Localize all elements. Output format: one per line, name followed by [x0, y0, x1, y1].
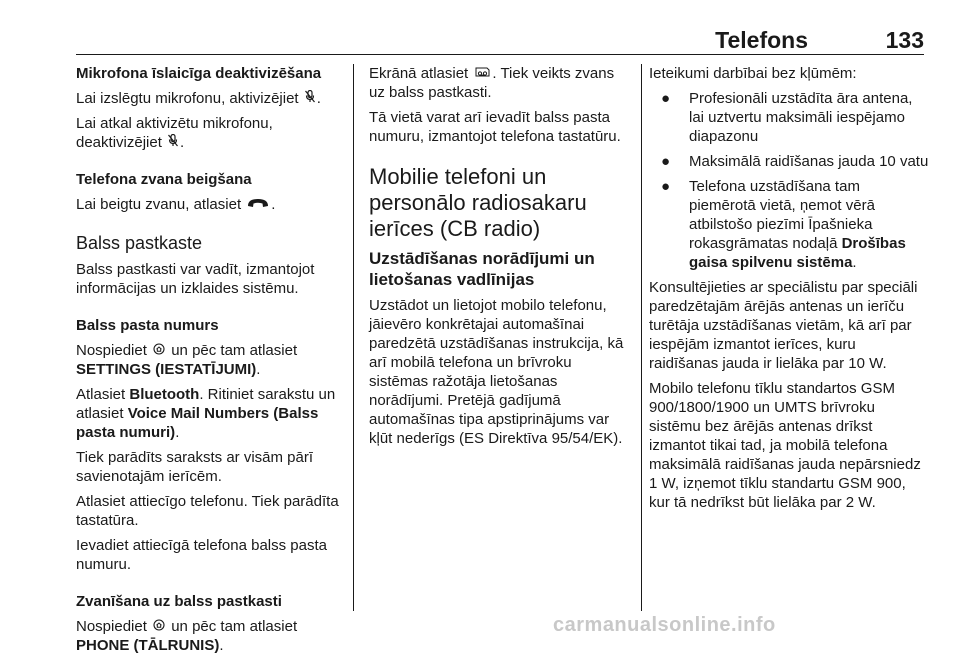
voicemail-number-paragraph-3: Tiek parādīts saraksts ar visām pārī savienotajām ierīcēm.: [76, 449, 314, 485]
column-1: [76, 64, 342, 661]
home-button-icon: [153, 341, 165, 360]
end-call-heading: Telefona zvana beigšana: [76, 171, 252, 188]
gsm-paragraph: Mobilo telefonu tīklu standartos GSM 900/1800/1900 un UMTS brīvroku sistēmu bez ārējās antenas drīkst izmantot tikai tad, ja mobilā telefona maksimālā raidīšanas jauda nepārsniedz 1 W, izņemot tīklu standartu GSM 900, kur tā nedrīkst būt lielāka par 2 W.: [649, 380, 921, 511]
call-voicemail-paragraph: Nospiediet un pēc tam atlasiet PHONE (TĀLRUNIS).: [76, 618, 298, 654]
voicemail-icon: [474, 64, 490, 83]
recommendations-list: [649, 89, 929, 272]
column-2: [369, 64, 633, 454]
installation-paragraph: Uzstādot un lietojot mobilo telefonu, jāievēro konkrētajai automašīnai paredzētā uzstādīšanas instrukcija, kā arī mobilā telefona un brīvroku sistēmas ražotāja lietošanas norādījumi. Pretējā gadījumā automašīnas tipa apstiprinājums var kļūt nederīgs (ES Direktīva 95/54/EK).: [369, 297, 624, 447]
header-divider: [76, 54, 924, 55]
page-header-title: Telefons: [715, 27, 808, 53]
watermark: carmanualsonline.info: [553, 614, 776, 636]
list-item: ● Profesionāli uzstādīta āra antena, lai uztvertu maksimāli iespējamo diapazonu: [661, 90, 913, 145]
phone-hangup-icon: [247, 195, 269, 214]
mic-paragraph-2: Lai atkal aktivizētu mikrofonu, deaktivizējiet .: [76, 115, 273, 151]
microphone-mute-icon: [305, 89, 315, 108]
voicemail-number-heading: Balss pasta numurs: [76, 317, 219, 334]
page-number: 133: [885, 27, 924, 53]
voicemail-number-paragraph-1: Nospiediet un pēc tam atlasiet SETTINGS (IESTATĪJUMI).: [76, 342, 298, 378]
mic-paragraph-1: Lai izslēgtu mikrofonu, aktivizējiet .: [76, 90, 321, 107]
recommendations-intro: Ieteikumi darbībai bez kļūmēm:: [649, 65, 857, 82]
bullet: ●: [661, 178, 671, 195]
voicemail-select-paragraph: Ekrānā atlasiet . Tiek veikts zvans uz balss pastkasti.: [369, 65, 615, 101]
column-divider-1: [353, 64, 354, 611]
bullet: ●: [661, 90, 671, 107]
voicemail-number-paragraph-2: Atlasiet Bluetooth. Ritiniet sarakstu un atlasiet Voice Mail Numbers (Balss pasta numuri).: [76, 386, 336, 441]
installation-heading: Uzstādīšanas norādījumi un lietošanas vadlīnijas: [369, 249, 595, 289]
column-divider-2: [641, 64, 642, 611]
home-button-icon: [153, 617, 165, 636]
voicemail-number-paragraph-5: Ievadiet attiecīgā telefona balss pasta numuru.: [76, 537, 328, 573]
column-3: [649, 64, 929, 518]
voicemail-keypad-paragraph: Tā vietā varat arī ievadīt balss pasta numuru, izmantojot telefona tastatūru.: [369, 109, 621, 145]
list-item: ● Maksimālā raidīšanas jauda 10 vatu: [661, 153, 929, 170]
microphone-mute-icon: [168, 133, 178, 152]
antenna-paragraph: Konsultējieties ar speciālistu par speciāli paredzētajām ārējās antenas un ierīču turētāja uzstādīšanas vietām, kā arī par iespējām izmantot ierīces, kuru raidīšanas jauda ir lielāka par 10 W.: [649, 279, 918, 372]
voicemail-heading: Balss pastkaste: [76, 233, 203, 253]
voicemail-number-paragraph-4: Atlasiet attiecīgo telefonu. Tiek parādīta tastatūra.: [76, 493, 339, 529]
call-voicemail-heading: Zvanīšana uz balss pastkasti: [76, 593, 282, 610]
bullet: ●: [661, 153, 671, 170]
end-call-paragraph: Lai beigtu zvanu, atlasiet .: [76, 196, 276, 213]
voicemail-intro: Balss pastkasti var vadīt, izmantojot informācijas un izklaides sistēmu.: [76, 261, 315, 297]
list-item: ● Telefona uzstādīšana tam piemērotā vietā, ņemot vērā atbilstošo piezīmi Īpašnieka rokasgrāmatas nodaļā Drošības gaisa spilvenu sistēma.: [661, 178, 906, 271]
mobile-phones-heading: Mobilie telefoni un personālo radiosakaru ierīces (CB radio): [369, 164, 587, 241]
mic-heading: Mikrofona īslaicīga deaktivizēšana: [76, 65, 322, 82]
